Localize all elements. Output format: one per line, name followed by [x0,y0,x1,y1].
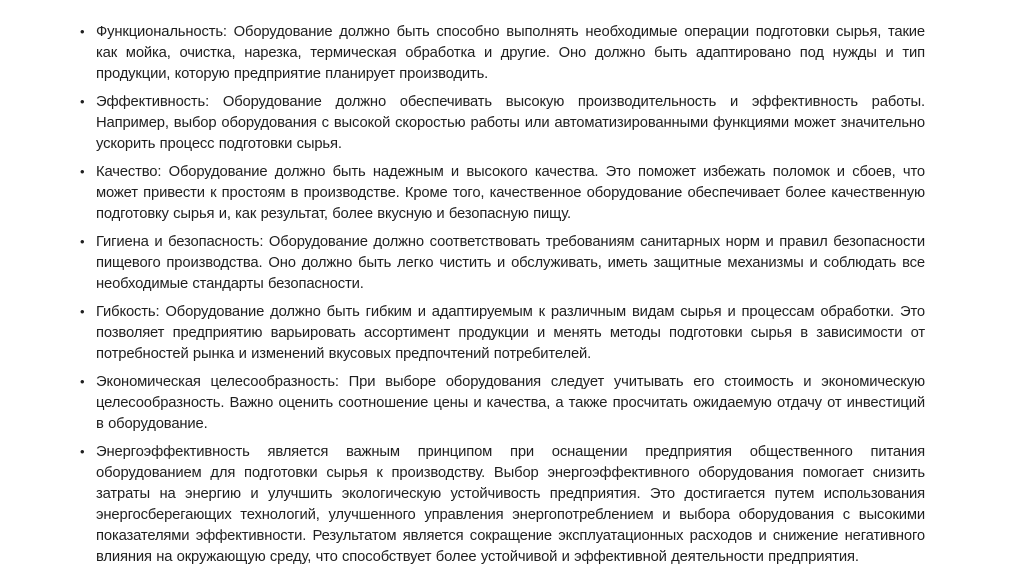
list-item [80,302,925,365]
bullet-text-quality: Качество: Оборудование должно быть надежным и высокого качества. Это поможет избежать поломок и сбоев, что может привести к простоям в производстве. Кроме того, качественное оборудование обеспечивает более качественную подготовку сырья и, как результат, более вкусную и безопасную пищу. [96,164,925,222]
list-item [80,372,925,435]
bullet-icon: • [80,94,85,109]
bullet-text-economic-feasibility: Экономическая целесообразность: При выборе оборудования следует учитывать его стоимость и экономическую целесообразность. Важно оценить соотношение цены и качества, а также просчитать ожидаемую отдачу от инвестиций в оборудование. [96,374,925,432]
list-item [80,22,925,85]
bullet-icon: • [80,444,85,459]
bullet-icon: • [80,374,85,389]
bullet-list [80,22,925,575]
bullet-icon: • [80,24,85,39]
list-item [80,162,925,225]
bullet-icon: • [80,304,85,319]
list-item [80,232,925,295]
list-item [80,92,925,155]
list-item [80,442,925,568]
bullet-text-flexibility: Гибкость: Оборудование должно быть гибким и адаптируемым к различным видам сырья и процессам обработки. Это позволяет предприятию варьировать ассортимент продукции и менять методы подготовки сырья в зависимости от потребностей рынка и изменений вкусовых предпочтений потребителей. [96,304,925,362]
bullet-text-functionality: Функциональность: Оборудование должно быть способно выполнять необходимые операции подготовки сырья, такие как мойка, очистка, нарезка, термическая обработка и другие. Оно должно быть адаптировано под нужды и тип продукции, которую предприятие планирует производить. [96,24,925,82]
bullet-text-efficiency: Эффективность: Оборудование должно обеспечивать высокую производительность и эффективность работы. Например, выбор оборудования с высокой скоростью работы или автоматизированными функциями может значительно ускорить процесс подготовки сырья. [96,94,925,152]
bullet-text-hygiene-safety: Гигиена и безопасность: Оборудование должно соответствовать требованиям санитарных норм и правил безопасности пищевого производства. Оно должно быть легко чистить и обслуживать, иметь защитные механизмы и соблюдать все необходимые стандарты безопасности. [96,234,925,292]
bullet-icon: • [80,234,85,249]
bullet-icon: • [80,164,85,179]
bullet-text-energy-efficiency: Энергоэффективность является важным принципом при оснащении предприятия общественного питания оборудованием для подготовки сырья к производству. Выбор энергоэффективного оборудования помогает снизить затраты на энергию и улучшить экологическую устойчивость предприятия. Это достигается путем использования энергосберегающих технологий, улучшенного управления энергопотреблением и выбора оборудования с высокими показателями эффективности. Результатом является сокращение эксплуатационных расходов и снижение негативного влияния на окружающую среду, что способствует более устойчивой и эффективной деятельности предприятия. [96,444,925,565]
